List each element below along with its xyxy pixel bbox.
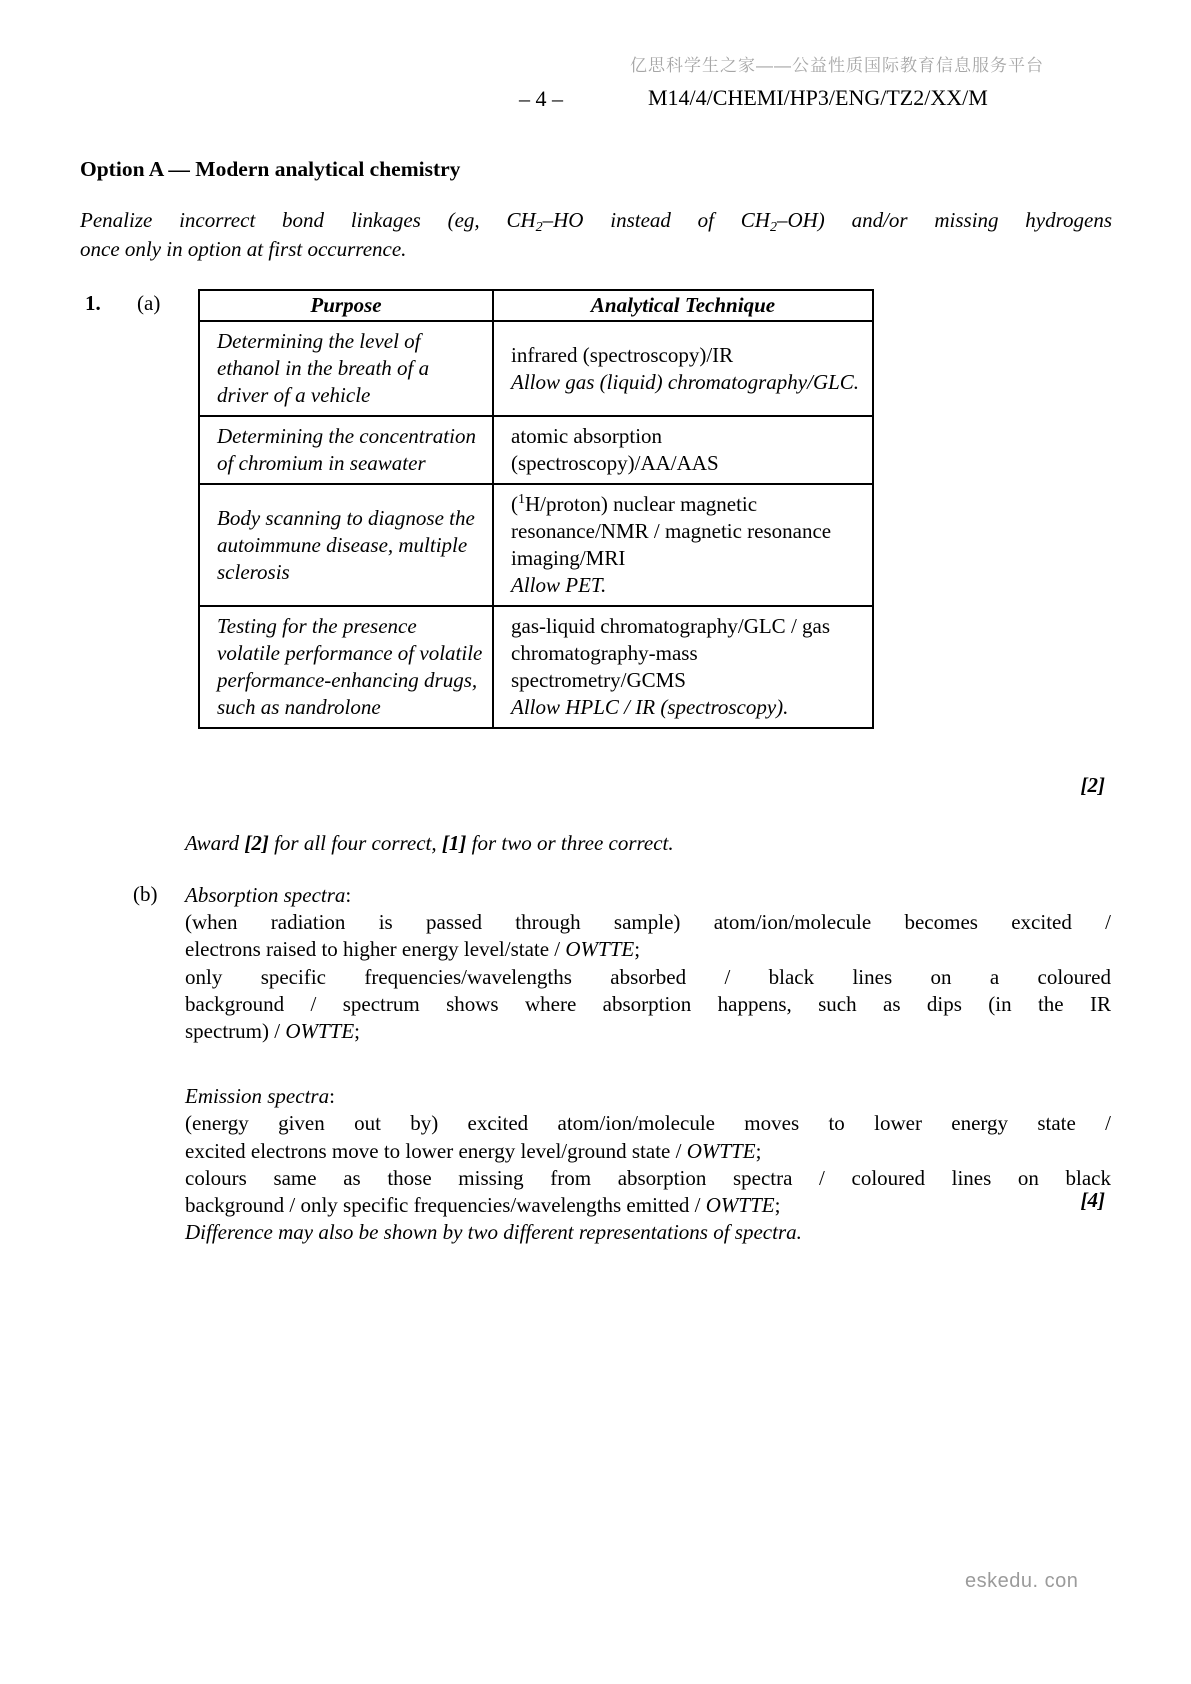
marks-badge-b: [4] (1080, 1188, 1105, 1212)
award-note (185, 831, 674, 856)
technique-header: Analytical Technique (493, 290, 873, 321)
superscript-1: 1 (518, 492, 525, 507)
technique-cell (493, 606, 873, 728)
semicolon: ; (634, 937, 641, 962)
award-mark-1: [1] (441, 831, 467, 855)
emission-title-text: Emission spectra (185, 1084, 330, 1109)
owtte: OWTTE (565, 937, 635, 962)
part-b-answer (185, 882, 1111, 1246)
allow-note: Allow HPLC / IR (spectroscopy). (511, 695, 789, 719)
emission-point-1-line-2 (185, 1138, 1111, 1165)
technique-cell (493, 321, 873, 416)
technique-text: infrared (spectroscopy)/IR (511, 342, 734, 367)
purpose-cell: Testing for the presence volatile performance of volatile performance-enhancing drugs, such as nandrolone (199, 606, 493, 728)
technique-text: ( (511, 492, 518, 516)
marking-point-text: spectrum) / (185, 1019, 286, 1044)
penalty-note (80, 206, 1112, 264)
award-text: for all four correct, (268, 831, 442, 855)
bottom-watermark: eskedu. con (965, 1570, 1079, 1592)
marking-point-text: background / only specific frequencies/wavelengths emitted / (185, 1193, 706, 1218)
award-mark-2: [2] (244, 831, 269, 855)
purpose-cell: Determining the concentration of chromium in seawater (199, 416, 493, 484)
penalty-text: –HO instead of CH (542, 208, 770, 232)
emission-point-2-line-2 (185, 1192, 1111, 1219)
technique-cell (493, 484, 873, 606)
owtte: OWTTE (686, 1138, 756, 1163)
semicolon: ; (354, 1019, 361, 1044)
marks-badge-a: [2] (1080, 773, 1105, 797)
part-a-label: (a) (137, 291, 161, 315)
answer-table (198, 289, 874, 729)
colon: : (329, 1084, 335, 1109)
marking-point-text: excited electrons move to lower energy level/ground state / (185, 1138, 687, 1163)
question-number: 1. (85, 291, 101, 315)
marking-point-text: electrons raised to higher energy level/state / (185, 937, 566, 962)
technique-text: H/proton) nuclear magnetic resonance/NMR / magnetic resonance imaging/MRI (511, 492, 832, 570)
semicolon: ; (755, 1138, 762, 1163)
top-watermark: 亿思科学生之家——公益性质国际教育信息服务平台 (630, 56, 1044, 75)
table-row (199, 321, 873, 416)
table-row (199, 416, 873, 484)
emission-title (185, 1083, 1111, 1110)
absorption-point-2-line-3 (185, 1018, 1111, 1045)
penalty-text: –OH) and/or missing hydrogens (776, 208, 1113, 232)
technique-cell (493, 416, 873, 484)
purpose-header: Purpose (199, 290, 493, 321)
award-text: Award (185, 831, 245, 855)
penalty-line-1 (80, 206, 1112, 235)
owtte: OWTTE (285, 1019, 355, 1044)
allow-note: Allow gas (liquid) chromatography/GLC. (511, 369, 860, 394)
subscript-2: 2 (769, 220, 777, 235)
colon: : (345, 883, 352, 907)
subscript-2: 2 (535, 220, 543, 235)
absorption-title-text: Absorption spectra (185, 883, 346, 907)
award-text: for two or three correct. (466, 831, 674, 855)
table-row (199, 606, 873, 728)
absorption-point-1-line-2 (185, 936, 1111, 963)
penalty-text: Penalize incorrect bond linkages (eg, CH (80, 208, 536, 232)
absorption-point-2-line-1: only specific frequencies/wavelengths absorbed / black lines on a coloured (185, 964, 1111, 989)
penalty-line-2: once only in option at first occurrence. (80, 237, 407, 261)
purpose-cell: Body scanning to diagnose the autoimmune disease, multiple sclerosis (199, 484, 493, 606)
allow-note: Allow PET. (511, 573, 607, 597)
purpose-cell: Determining the level of ethanol in the breath of a driver of a vehicle (199, 321, 493, 416)
absorption-title (185, 882, 1111, 909)
page-number: – 4 – (519, 86, 563, 111)
emission-point-2-line-1: colours same as those missing from absorption spectra / coloured lines on black (185, 1165, 1111, 1190)
emission-point-1-line-1: (energy given out by) excited atom/ion/molecule moves to lower energy state / (185, 1111, 1111, 1136)
table-header-row (199, 290, 873, 321)
owtte: OWTTE (705, 1193, 775, 1218)
technique-text: atomic absorption (spectroscopy)/AA/AAS (511, 424, 719, 475)
difference-note: Difference may also be shown by two different representations of spectra. (185, 1220, 802, 1245)
semicolon: ; (774, 1193, 781, 1218)
absorption-point-1-line-1: (when radiation is passed through sample) atom/ion/molecule becomes excited / (185, 910, 1111, 935)
absorption-point-2-line-2: background / spectrum shows where absorption happens, such as dips (in the IR (185, 991, 1111, 1016)
part-b-label: (b) (133, 882, 158, 906)
option-heading: Option A — Modern analytical chemistry (80, 157, 461, 181)
technique-text: gas-liquid chromatography/GLC / gas chromatography-mass spectrometry/GCMS (511, 614, 831, 692)
table-row (199, 484, 873, 606)
document-code: M14/4/CHEMI/HP3/ENG/TZ2/XX/M (648, 85, 988, 110)
